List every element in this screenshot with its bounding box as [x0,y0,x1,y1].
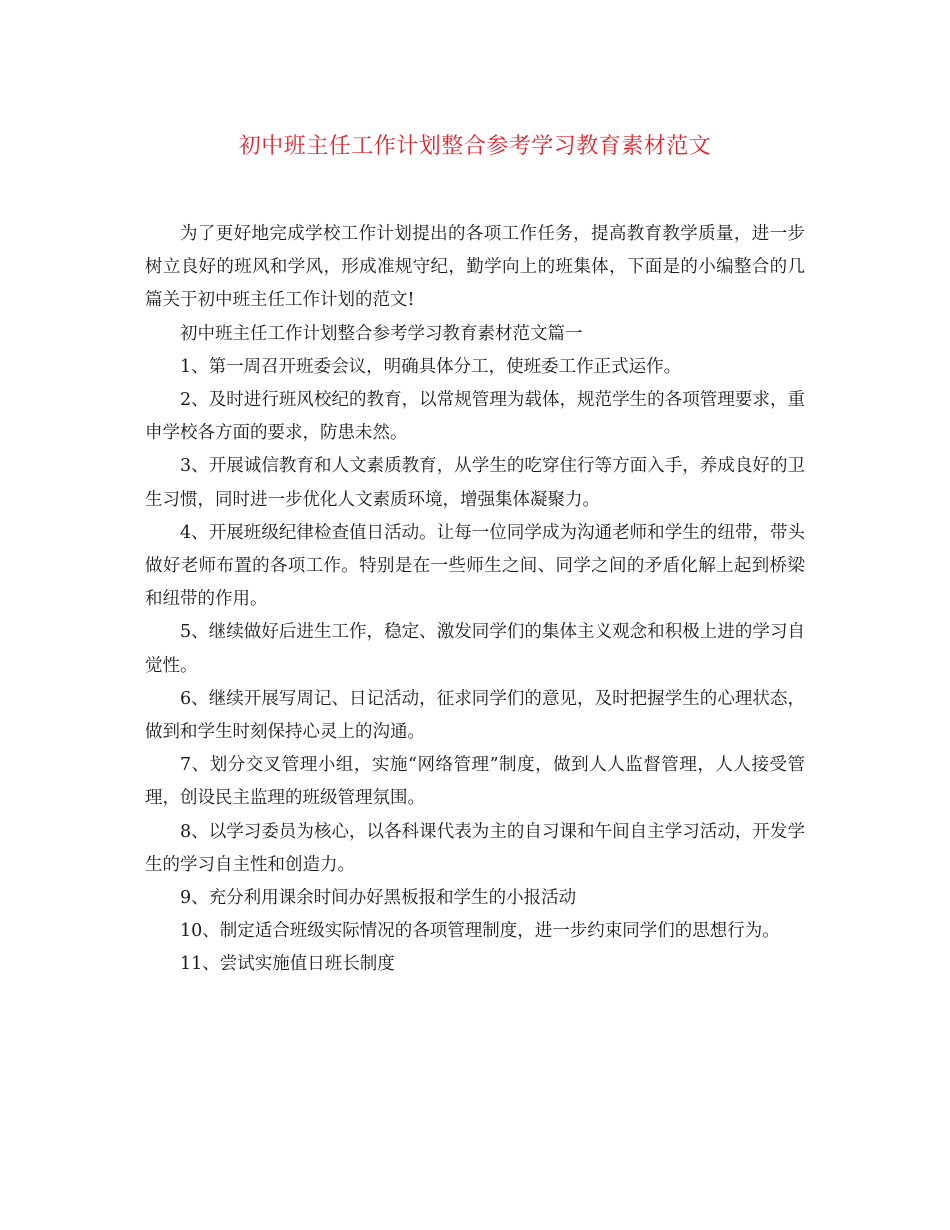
list-item: 2、及时进行班风校纪的教育，以常规管理为载体，规范学生的各项管理要求，重申学校各方面的要求，防患未然。 [145,390,805,444]
section-heading: 初中班主任工作计划整合参考学习教育素材范文篇一 [180,323,583,344]
list-item: 8、以学习委员为核心，以各科课代表为主的自习课和午间自主学习活动，开发学生的学习自主性和创造力。 [145,821,805,875]
list-item: 11、尝试实施值日班长制度 [180,954,395,975]
document-body [145,218,805,982]
list-item: 7、划分交叉管理小组，实施“网络管理”制度，做到人人监督管理，人人接受管理，创设民主监理的班级管理氛围。 [145,755,805,809]
document-title: 初中班主任工作计划整合参考学习教育素材范文 [238,134,712,159]
list-item: 6、继续开展写周记、日记活动，征求同学们的意见，及时把握学生的心理状态，做到和学生时刻保持心灵上的沟通。 [145,688,805,743]
list-item: 3、开展诚信教育和人文素质教育，从学生的吃穿住行等方面入手，养成良好的卫生习惯，同时进一步优化人文素质环境，增强集体凝聚力。 [145,456,805,510]
list-item: 5、继续做好后进生工作，稳定、激发同学们的集体主义观念和积极上进的学习自觉性。 [145,622,805,676]
list-item: 9、充分利用课余时间办好黑板报和学生的小报活动 [180,888,577,909]
list-item: 1、第一周召开班委会议，明确具体分工，使班委工作正式运作。 [180,356,682,377]
intro-paragraph: 为了更好地完成学校工作计划提出的各项工作任务，提高教育教学质量，进一步树立良好的班风和学风，形成准规守纪，勤学向上的班集体，下面是的小编整合的几篇关于初中班主任工作计划的范文! [145,224,805,311]
list-item: 4、开展班级纪律检查值日活动。让每一位同学成为沟通老师和学生的纽带，带头做好老师布置的各项工作。特别是在一些师生之间、同学之间的矛盾化解上起到桥梁和纽带的作用。 [145,522,805,610]
list-item: 10、制定适合班级实际情况的各项管理制度，进一步约束同学们的思想行为。 [180,921,780,942]
